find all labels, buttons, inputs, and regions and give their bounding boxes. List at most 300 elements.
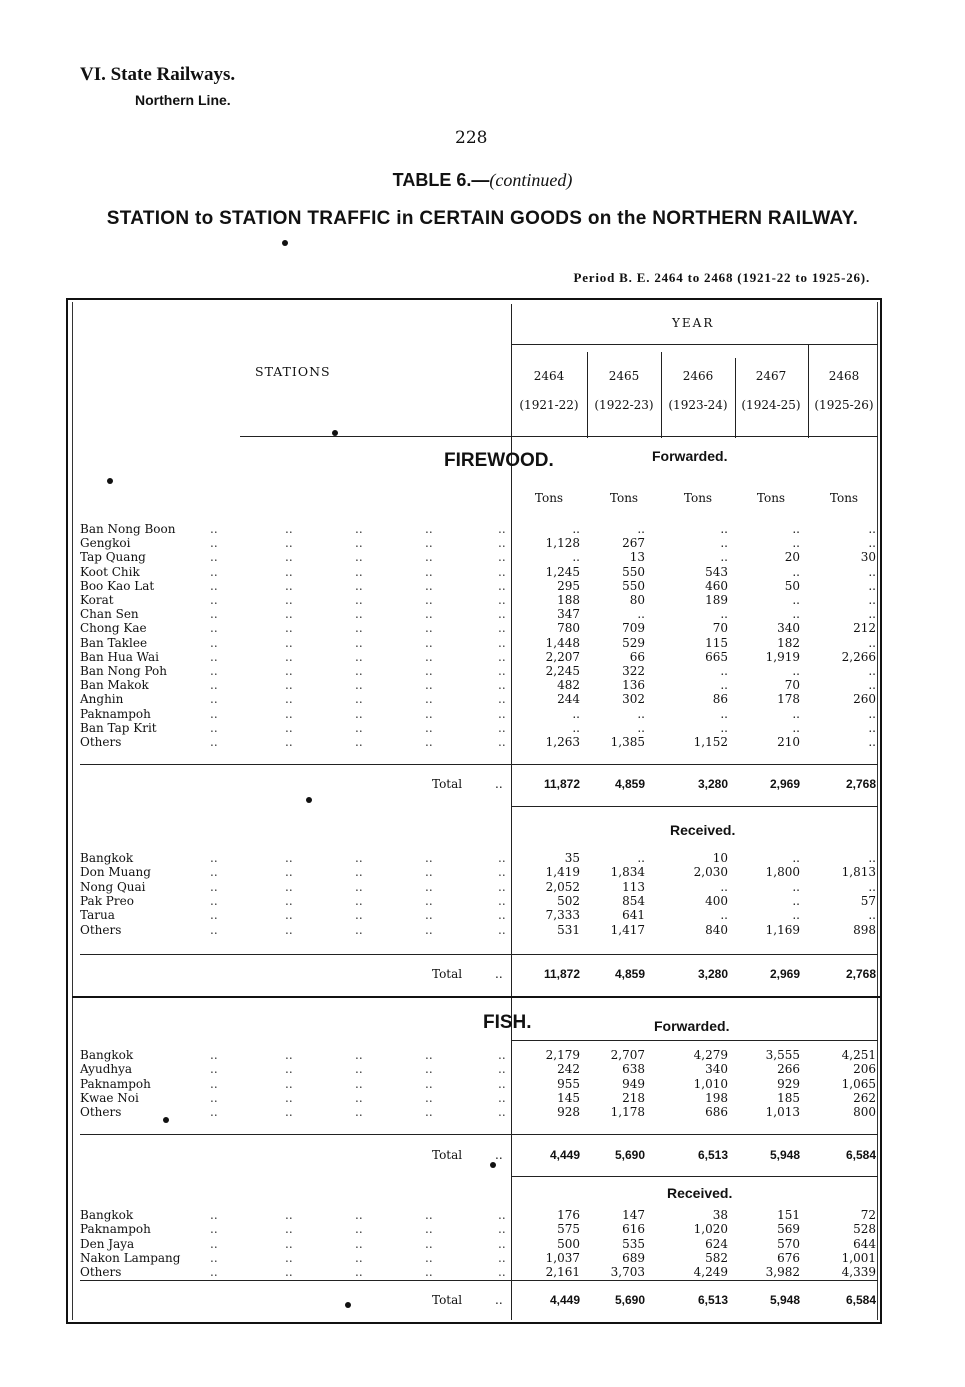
station-name: Tap Quang xyxy=(80,550,146,565)
leader-dot: .. xyxy=(210,550,218,565)
table-row xyxy=(80,621,880,635)
leader-dot: .. xyxy=(210,865,218,880)
cell-value: .. xyxy=(637,522,645,536)
leader-dot: .. xyxy=(498,550,506,565)
cell-value: 1,169 xyxy=(765,922,800,937)
leader-dot: .. xyxy=(498,1265,506,1280)
cell-value: 1,245 xyxy=(545,564,580,579)
cell-value: 4,279 xyxy=(693,1048,728,1062)
firewood-fwd-rule xyxy=(80,764,878,765)
leader-dot: .. xyxy=(285,678,293,693)
leader-dot: .. xyxy=(210,593,218,607)
leader-dot: .. xyxy=(425,578,433,593)
leader-dot: .. xyxy=(425,879,433,894)
cell-value: 1,800 xyxy=(765,865,800,880)
cell-value: 347 xyxy=(557,607,580,622)
cell-value: 1,385 xyxy=(610,735,645,749)
table-row xyxy=(80,707,880,721)
leader-dot: .. xyxy=(285,1062,293,1077)
cell-value: 4,249 xyxy=(693,1265,728,1280)
leader-dot: .. xyxy=(495,967,503,981)
table-row xyxy=(80,1222,880,1236)
station-name: Ban Makok xyxy=(80,678,149,693)
leader-dot: .. xyxy=(285,564,293,579)
table-row xyxy=(80,1091,880,1105)
table-row xyxy=(80,678,880,692)
leader-dot: .. xyxy=(285,1076,293,1091)
cell-value: .. xyxy=(868,706,876,721)
cell-value: 528 xyxy=(853,1222,876,1237)
leader-dot: .. xyxy=(210,649,218,664)
station-name: Kwae Noi xyxy=(80,1090,139,1105)
cell-value: 242 xyxy=(557,1062,580,1077)
leader-dot: .. xyxy=(425,550,433,565)
leader-dot: .. xyxy=(285,1250,293,1265)
leader-dot: .. xyxy=(425,851,433,865)
leader-dot: .. xyxy=(355,922,363,937)
cell-value: 1,834 xyxy=(610,865,645,880)
cell-value: 30 xyxy=(860,550,876,565)
leader-dot: .. xyxy=(285,922,293,937)
cell-value: .. xyxy=(720,879,728,894)
cell-value: .. xyxy=(720,607,728,622)
leader-dot: .. xyxy=(498,1076,506,1091)
unit-label: Tons xyxy=(756,491,786,505)
cell-value: 189 xyxy=(705,593,728,607)
year-be-label: 2464 xyxy=(533,369,565,383)
station-name: Others xyxy=(80,735,122,749)
station-name: Tarua xyxy=(80,908,115,923)
line-subheading: Northern Line. xyxy=(135,92,231,108)
page-number: 228 xyxy=(455,128,488,148)
total-row xyxy=(80,966,880,982)
cell-value: 7,333 xyxy=(545,908,580,923)
leader-dot: .. xyxy=(210,1062,218,1077)
cell-value: 1,037 xyxy=(545,1250,580,1265)
leader-dot: .. xyxy=(285,635,293,650)
leader-dot: .. xyxy=(285,893,293,908)
year-ce-label: (1924-25) xyxy=(741,398,801,412)
table-row xyxy=(80,565,880,579)
cell-value: 2,245 xyxy=(545,664,580,678)
cell-value: 206 xyxy=(853,1062,876,1077)
cell-value: 302 xyxy=(622,692,645,707)
cell-value: 3,982 xyxy=(765,1265,800,1280)
leader-dot: .. xyxy=(285,664,293,678)
leader-dot: .. xyxy=(355,908,363,923)
cell-value: 57 xyxy=(860,893,876,908)
cell-value: 1,419 xyxy=(545,865,580,880)
table-row xyxy=(80,923,880,937)
cell-value: 4,251 xyxy=(841,1048,876,1062)
cell-value: 616 xyxy=(622,1222,645,1237)
unit-label: Tons xyxy=(683,491,713,505)
cell-value: 3,555 xyxy=(765,1048,800,1062)
station-name: Boo Kao Lat xyxy=(80,578,155,593)
leader-dot: .. xyxy=(210,536,218,551)
cell-value: 1,010 xyxy=(693,1076,728,1091)
leader-dot: .. xyxy=(210,1048,218,1062)
firewood-received-label: Received. xyxy=(670,822,736,838)
station-name: Others xyxy=(80,1105,122,1120)
cell-value: .. xyxy=(792,664,800,678)
cell-value: .. xyxy=(720,536,728,551)
cell-value: .. xyxy=(572,720,580,735)
leader-dot: .. xyxy=(495,1148,503,1162)
cell-value: 531 xyxy=(557,922,580,937)
year-ce-label: (1923-24) xyxy=(668,398,728,412)
cell-value: 550 xyxy=(622,578,645,593)
cell-value: 176 xyxy=(557,1208,580,1222)
year-divider-4 xyxy=(808,344,809,438)
leader-dot: .. xyxy=(425,1048,433,1062)
leader-dot: .. xyxy=(210,578,218,593)
total-value: 4,449 xyxy=(549,1293,580,1307)
firewood-forwarded-label: Forwarded. xyxy=(652,448,728,464)
cell-value: .. xyxy=(868,720,876,735)
year-divider-1 xyxy=(587,352,588,438)
leader-dot: .. xyxy=(210,1090,218,1105)
cell-value: 260 xyxy=(853,692,876,707)
cell-value: 244 xyxy=(557,692,580,707)
total-value: 5,690 xyxy=(614,1293,645,1307)
cell-value: 1,013 xyxy=(765,1105,800,1120)
total-row xyxy=(80,776,880,792)
leader-dot: .. xyxy=(498,851,506,865)
leader-dot: .. xyxy=(425,908,433,923)
leader-dot: .. xyxy=(498,1062,506,1077)
cell-value: 582 xyxy=(705,1250,728,1265)
cell-value: 535 xyxy=(622,1236,645,1251)
leader-dot: .. xyxy=(498,1090,506,1105)
station-name: Ayudhya xyxy=(80,1062,133,1077)
stations-header: STATIONS xyxy=(255,364,331,379)
total-label: Total xyxy=(432,1293,463,1307)
leader-dot: .. xyxy=(285,522,293,536)
leader-dot: .. xyxy=(285,1048,293,1062)
leader-dot: .. xyxy=(355,1265,363,1280)
table-row xyxy=(80,579,880,593)
leader-dot: .. xyxy=(355,1208,363,1222)
leader-dot: .. xyxy=(498,635,506,650)
leader-dot: .. xyxy=(285,851,293,865)
leader-dot: .. xyxy=(425,593,433,607)
cell-value: 147 xyxy=(622,1208,645,1222)
scan-speck xyxy=(345,1302,351,1308)
unit-label: Tons xyxy=(829,491,859,505)
cell-value: 2,052 xyxy=(545,879,580,894)
leader-dot: .. xyxy=(210,735,218,749)
station-name: Don Muang xyxy=(80,865,151,880)
cell-value: 212 xyxy=(853,621,876,636)
leader-dot: .. xyxy=(355,550,363,565)
leader-dot: .. xyxy=(355,893,363,908)
year-underline xyxy=(511,344,878,345)
leader-dot: .. xyxy=(498,621,506,636)
leader-dot: .. xyxy=(210,720,218,735)
leader-dot: .. xyxy=(498,607,506,622)
leader-dot: .. xyxy=(210,908,218,923)
total-label: Total xyxy=(432,967,463,981)
leader-dot: .. xyxy=(355,706,363,721)
leader-dot: .. xyxy=(285,607,293,622)
cell-value: 800 xyxy=(853,1105,876,1120)
leader-dot: .. xyxy=(425,1062,433,1077)
cell-value: .. xyxy=(868,735,876,749)
cell-value: 185 xyxy=(777,1090,800,1105)
section-heading: VI. State Railways. xyxy=(80,64,236,85)
cell-value: 624 xyxy=(705,1236,728,1251)
cell-value: .. xyxy=(792,851,800,865)
total-value: 5,948 xyxy=(769,1148,800,1162)
cell-value: 136 xyxy=(622,678,645,693)
leader-dot: .. xyxy=(425,536,433,551)
cell-value: 182 xyxy=(777,635,800,650)
cell-value: 20 xyxy=(784,550,800,565)
table-row xyxy=(80,865,880,879)
cell-value: 2,179 xyxy=(545,1048,580,1062)
cell-value: .. xyxy=(572,522,580,536)
station-name: Nong Quai xyxy=(80,879,146,894)
leader-dot: .. xyxy=(425,564,433,579)
leader-dot: .. xyxy=(285,550,293,565)
table-row xyxy=(80,522,880,536)
station-name: Ban Hua Wai xyxy=(80,649,159,664)
leader-dot: .. xyxy=(498,922,506,937)
cell-value: 1,001 xyxy=(841,1250,876,1265)
cell-value: 1,919 xyxy=(765,649,800,664)
leader-dot: .. xyxy=(355,865,363,880)
leader-dot: .. xyxy=(210,922,218,937)
scan-speck xyxy=(306,797,312,803)
leader-dot: .. xyxy=(355,621,363,636)
leader-dot: .. xyxy=(210,664,218,678)
total-value: 2,969 xyxy=(769,777,800,791)
table-row xyxy=(80,908,880,922)
leader-dot: .. xyxy=(210,678,218,693)
cell-value: 266 xyxy=(777,1062,800,1077)
leader-dot: .. xyxy=(425,893,433,908)
cell-value: 569 xyxy=(777,1222,800,1237)
table-row xyxy=(80,1208,880,1222)
leader-dot: .. xyxy=(425,1090,433,1105)
total-value: 6,584 xyxy=(845,1293,876,1307)
leader-dot: .. xyxy=(498,879,506,894)
cell-value: 1,417 xyxy=(610,922,645,937)
leader-dot: .. xyxy=(285,706,293,721)
cell-value: 178 xyxy=(777,692,800,707)
cell-value: 218 xyxy=(622,1090,645,1105)
station-name: Den Jaya xyxy=(80,1236,135,1251)
fish-received-label: Received. xyxy=(667,1185,733,1201)
leader-dot: .. xyxy=(285,649,293,664)
station-name: Korat xyxy=(80,593,114,607)
total-value: 6,513 xyxy=(697,1148,728,1162)
total-value: 11,872 xyxy=(543,777,580,791)
leader-dot: .. xyxy=(425,706,433,721)
leader-dot: .. xyxy=(425,649,433,664)
leader-dot: .. xyxy=(210,1250,218,1265)
cell-value: 66 xyxy=(629,649,645,664)
leader-dot: .. xyxy=(498,1250,506,1265)
leader-dot: .. xyxy=(498,593,506,607)
leader-dot: .. xyxy=(425,522,433,536)
leader-dot: .. xyxy=(495,777,503,791)
cell-value: 1,813 xyxy=(841,865,876,880)
table-row xyxy=(80,1237,880,1251)
leader-dot: .. xyxy=(425,922,433,937)
leader-dot: .. xyxy=(498,1048,506,1062)
station-name: Paknampoh xyxy=(80,706,151,721)
table-row xyxy=(80,1105,880,1119)
cell-value: 575 xyxy=(557,1222,580,1237)
table-row xyxy=(80,636,880,650)
table-row xyxy=(80,851,880,865)
cell-value: 570 xyxy=(777,1236,800,1251)
station-name: Chong Kae xyxy=(80,621,147,636)
station-name: Paknampoh xyxy=(80,1076,151,1091)
cell-value: 638 xyxy=(622,1062,645,1077)
cell-value: .. xyxy=(792,706,800,721)
cell-value: .. xyxy=(868,578,876,593)
cell-value: 50 xyxy=(784,578,800,593)
cell-value: 70 xyxy=(712,621,728,636)
leader-dot: .. xyxy=(425,720,433,735)
cell-value: .. xyxy=(720,908,728,923)
cell-value: 550 xyxy=(622,564,645,579)
cell-value: .. xyxy=(637,720,645,735)
leader-dot: .. xyxy=(425,1105,433,1120)
cell-value: 689 xyxy=(622,1250,645,1265)
cell-value: .. xyxy=(792,593,800,607)
cell-value: .. xyxy=(572,706,580,721)
cell-value: .. xyxy=(720,664,728,678)
cell-value: .. xyxy=(868,664,876,678)
leader-dot: .. xyxy=(355,649,363,664)
leader-dot: .. xyxy=(425,1076,433,1091)
total-value: 4,859 xyxy=(614,777,645,791)
firewood-rec-rule xyxy=(80,954,878,955)
cell-value: 70 xyxy=(784,678,800,693)
leader-dot: .. xyxy=(498,678,506,693)
cell-value: 686 xyxy=(705,1105,728,1120)
leader-dot: .. xyxy=(210,1222,218,1237)
cell-value: .. xyxy=(868,536,876,551)
cell-value: 198 xyxy=(705,1090,728,1105)
total-value: 3,280 xyxy=(697,967,728,981)
cell-value: .. xyxy=(868,607,876,622)
cell-value: 80 xyxy=(629,593,645,607)
leader-dot: .. xyxy=(355,678,363,693)
leader-dot: .. xyxy=(210,607,218,622)
cell-value: 543 xyxy=(705,564,728,579)
leader-dot: .. xyxy=(498,1222,506,1237)
leader-dot: .. xyxy=(355,536,363,551)
leader-dot: .. xyxy=(210,522,218,536)
year-be-label: 2465 xyxy=(608,369,640,383)
cell-value: 1,128 xyxy=(545,536,580,551)
leader-dot: .. xyxy=(498,1208,506,1222)
total-value: 2,768 xyxy=(845,967,876,981)
table-row xyxy=(80,721,880,735)
cell-value: 1,065 xyxy=(841,1076,876,1091)
leader-dot: .. xyxy=(210,1265,218,1280)
leader-dot: .. xyxy=(498,649,506,664)
scan-speck xyxy=(282,240,288,246)
table-title: STATION to STATION TRAFFIC in CERTAIN GOODS on the NORTHERN RAILWAY. xyxy=(106,208,859,229)
leader-dot: .. xyxy=(210,879,218,894)
cell-value: .. xyxy=(720,706,728,721)
cell-value: .. xyxy=(868,908,876,923)
leader-dot: .. xyxy=(355,1250,363,1265)
leader-dot: .. xyxy=(355,1222,363,1237)
table-label-suffix: (continued) xyxy=(489,170,573,190)
station-name: Bangkok xyxy=(80,851,134,865)
cell-value: .. xyxy=(792,564,800,579)
cell-value: 500 xyxy=(557,1236,580,1251)
leader-dot: .. xyxy=(355,851,363,865)
leader-dot: .. xyxy=(498,564,506,579)
cell-value: .. xyxy=(868,879,876,894)
leader-dot: .. xyxy=(210,706,218,721)
leader-dot: .. xyxy=(355,664,363,678)
leader-dot: .. xyxy=(498,536,506,551)
cell-value: 529 xyxy=(622,635,645,650)
leader-dot: .. xyxy=(355,1076,363,1091)
leader-dot: .. xyxy=(498,893,506,908)
scan-speck xyxy=(332,430,338,436)
leader-dot: .. xyxy=(425,692,433,707)
table-row xyxy=(80,650,880,664)
cell-value: 400 xyxy=(705,893,728,908)
period-line: Period B. E. 2464 to 2468 (1921-22 to 1925-26). xyxy=(573,270,870,285)
cell-value: 949 xyxy=(622,1076,645,1091)
station-name: Gengkoi xyxy=(80,536,131,551)
leader-dot: .. xyxy=(355,564,363,579)
station-name: Ban Nong Poh xyxy=(80,664,168,678)
cell-value: 854 xyxy=(622,893,645,908)
cell-value: .. xyxy=(792,522,800,536)
year-be-label: 2467 xyxy=(755,369,787,383)
leader-dot: .. xyxy=(210,1208,218,1222)
leader-dot: .. xyxy=(425,1208,433,1222)
station-name: Koot Chik xyxy=(80,564,140,579)
station-name: Ban Tap Krit xyxy=(80,720,157,735)
leader-dot: .. xyxy=(425,1265,433,1280)
table-row xyxy=(80,880,880,894)
leader-dot: .. xyxy=(285,692,293,707)
total-value: 2,768 xyxy=(845,777,876,791)
cell-value: 502 xyxy=(557,893,580,908)
total-value: 4,449 xyxy=(549,1148,580,1162)
cell-value: 1,448 xyxy=(545,635,580,650)
leader-dot: .. xyxy=(355,607,363,622)
cell-value: 188 xyxy=(557,593,580,607)
cell-value: .. xyxy=(792,720,800,735)
cell-value: 898 xyxy=(853,922,876,937)
station-name: Ban Taklee xyxy=(80,635,148,650)
table-label xyxy=(0,170,965,191)
cell-value: 2,030 xyxy=(693,865,728,880)
station-name: Paknampoh xyxy=(80,1222,151,1237)
total-value: 2,969 xyxy=(769,967,800,981)
leader-dot: .. xyxy=(425,1222,433,1237)
leader-dot: .. xyxy=(425,1236,433,1251)
table-row xyxy=(80,536,880,550)
leader-dot: .. xyxy=(210,851,218,865)
table-row xyxy=(80,607,880,621)
scan-speck xyxy=(107,478,113,484)
